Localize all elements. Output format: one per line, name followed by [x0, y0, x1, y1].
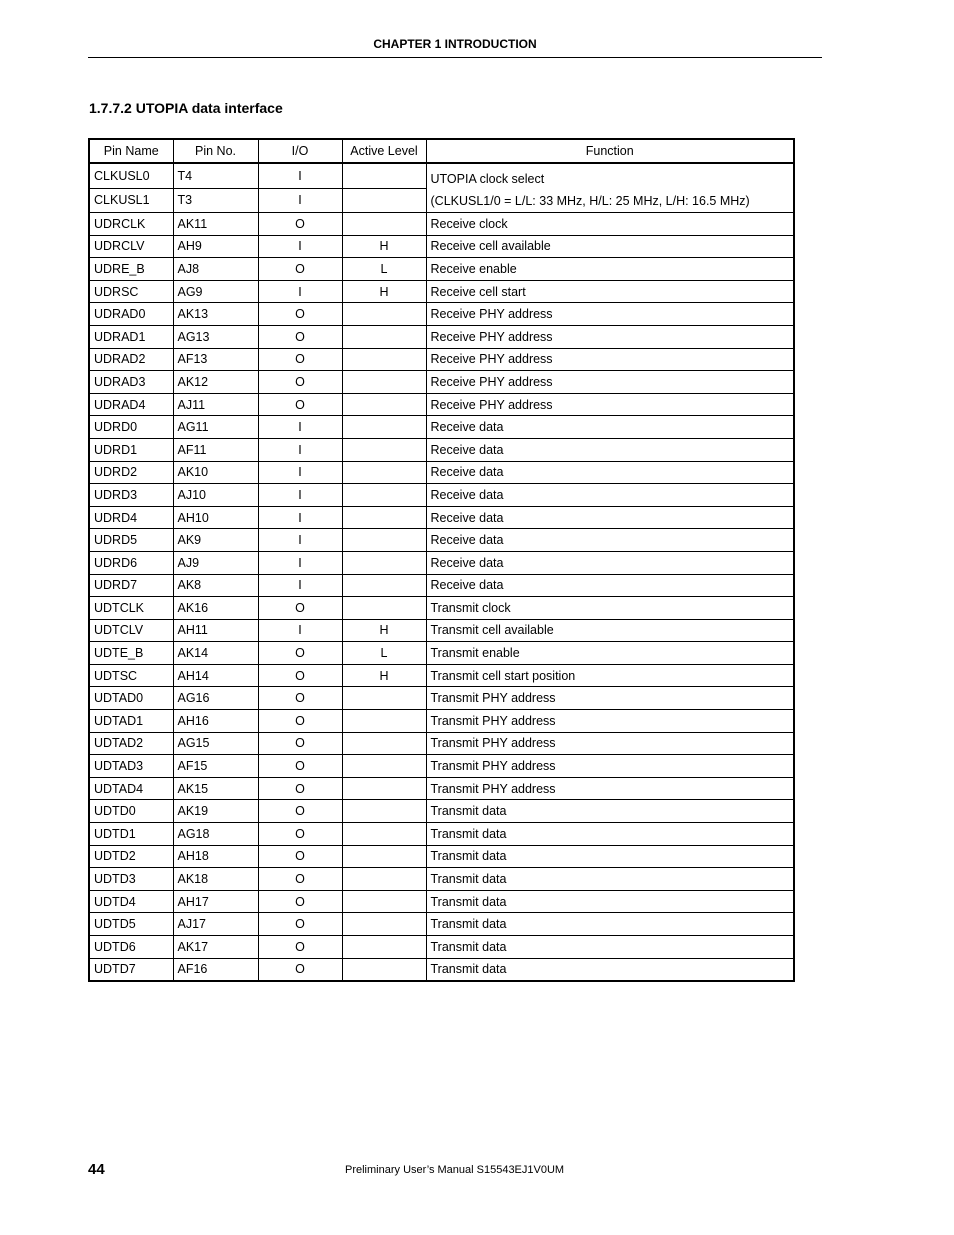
table-row [89, 755, 794, 778]
cell-pin-no: T4 [173, 163, 258, 188]
cell-pin-no: AK16 [173, 597, 258, 620]
cell-io: I [258, 551, 342, 574]
cell-active-level [342, 597, 426, 620]
cell-function: Transmit data [426, 868, 794, 891]
cell-function: Receive cell available [426, 235, 794, 258]
cell-function: Receive clock [426, 213, 794, 236]
cell-pin-no: AK13 [173, 303, 258, 326]
cell-pin-name: UDTSC [89, 664, 173, 687]
cell-pin-no: AG16 [173, 687, 258, 710]
cell-pin-no: AH14 [173, 664, 258, 687]
cell-pin-no: AK14 [173, 642, 258, 665]
cell-pin-name: UDTD6 [89, 936, 173, 959]
cell-active-level [342, 845, 426, 868]
cell-pin-name: UDRD2 [89, 461, 173, 484]
cell-function: Receive PHY address [426, 325, 794, 348]
cell-pin-name: UDTAD0 [89, 687, 173, 710]
cell-pin-name: UDRAD2 [89, 348, 173, 371]
cell-io: I [258, 235, 342, 258]
cell-active-level: L [342, 258, 426, 281]
cell-function: Receive data [426, 506, 794, 529]
cell-io: O [258, 755, 342, 778]
cell-io: O [258, 890, 342, 913]
table-row [89, 325, 794, 348]
cell-function: Transmit PHY address [426, 777, 794, 800]
cell-pin-no: AK8 [173, 574, 258, 597]
table-row [89, 597, 794, 620]
table-row [89, 619, 794, 642]
cell-pin-no: AH11 [173, 619, 258, 642]
cell-io: O [258, 371, 342, 394]
cell-active-level: H [342, 235, 426, 258]
cell-pin-no: AF15 [173, 755, 258, 778]
table-row [89, 574, 794, 597]
cell-pin-name: UDRAD4 [89, 393, 173, 416]
cell-active-level: H [342, 280, 426, 303]
cell-pin-name: UDTE_B [89, 642, 173, 665]
cell-active-level [342, 890, 426, 913]
cell-pin-name: UDTD1 [89, 823, 173, 846]
cell-pin-no: AH18 [173, 845, 258, 868]
cell-pin-no: AH10 [173, 506, 258, 529]
column-header-pin-no: Pin No. [173, 139, 258, 163]
cell-pin-no: AK18 [173, 868, 258, 891]
cell-active-level: H [342, 664, 426, 687]
table-row [89, 687, 794, 710]
cell-function: Transmit data [426, 936, 794, 959]
chapter-header: CHAPTER 1 INTRODUCTION [373, 37, 537, 51]
cell-io: O [258, 800, 342, 823]
cell-active-level [342, 574, 426, 597]
column-header-io: I/O [258, 139, 342, 163]
cell-function: Transmit data [426, 913, 794, 936]
cell-active-level [342, 710, 426, 733]
cell-function: Receive data [426, 484, 794, 507]
cell-pin-no: AG11 [173, 416, 258, 439]
cell-function: Transmit PHY address [426, 732, 794, 755]
cell-active-level [342, 800, 426, 823]
cell-io: O [258, 393, 342, 416]
cell-pin-no: AJ8 [173, 258, 258, 281]
table-row [89, 280, 794, 303]
cell-pin-no: AG18 [173, 823, 258, 846]
table-row [89, 258, 794, 281]
cell-pin-name: CLKUSL1 [89, 188, 173, 212]
header-divider [88, 57, 822, 58]
cell-pin-name: UDRE_B [89, 258, 173, 281]
cell-active-level [342, 732, 426, 755]
document-title: Preliminary User’s Manual S15543EJ1V0UM [345, 1164, 565, 1176]
cell-pin-name: UDTD2 [89, 845, 173, 868]
cell-pin-name: CLKUSL0 [89, 163, 173, 188]
cell-io: I [258, 163, 342, 188]
cell-io: O [258, 913, 342, 936]
cell-io: O [258, 958, 342, 981]
cell-pin-no: AJ17 [173, 913, 258, 936]
cell-active-level [342, 777, 426, 800]
cell-pin-no: AJ11 [173, 393, 258, 416]
column-header-pin-name: Pin Name [89, 139, 173, 163]
cell-function: Receive data [426, 461, 794, 484]
cell-pin-name: UDRCLK [89, 213, 173, 236]
cell-function: Receive enable [426, 258, 794, 281]
cell-pin-no: AK10 [173, 461, 258, 484]
table-body [89, 163, 794, 981]
cell-active-level [342, 551, 426, 574]
cell-active-level [342, 755, 426, 778]
cell-active-level: H [342, 619, 426, 642]
cell-io: O [258, 642, 342, 665]
cell-active-level [342, 348, 426, 371]
cell-io: O [258, 664, 342, 687]
cell-io: O [258, 845, 342, 868]
cell-pin-no: AH16 [173, 710, 258, 733]
cell-pin-no: AG9 [173, 280, 258, 303]
cell-pin-no: AH17 [173, 890, 258, 913]
cell-function: Transmit data [426, 845, 794, 868]
cell-pin-name: UDRD7 [89, 574, 173, 597]
cell-function: Receive data [426, 416, 794, 439]
table-row [89, 163, 794, 188]
cell-pin-no: AG15 [173, 732, 258, 755]
cell-pin-no: AJ10 [173, 484, 258, 507]
column-header-function: Function [426, 139, 794, 163]
table-row [89, 235, 794, 258]
cell-io: I [258, 280, 342, 303]
cell-io: O [258, 213, 342, 236]
cell-active-level: L [342, 642, 426, 665]
table-row [89, 484, 794, 507]
table-row [89, 213, 794, 236]
table-row [89, 438, 794, 461]
cell-pin-name: UDTD0 [89, 800, 173, 823]
cell-active-level [342, 371, 426, 394]
cell-io: O [258, 348, 342, 371]
cell-function: Receive data [426, 438, 794, 461]
cell-io: O [258, 710, 342, 733]
table-row [89, 393, 794, 416]
cell-active-level [342, 913, 426, 936]
cell-io: O [258, 936, 342, 959]
cell-pin-name: UDTCLK [89, 597, 173, 620]
cell-pin-no: AF11 [173, 438, 258, 461]
cell-function: Receive data [426, 529, 794, 552]
table-row [89, 461, 794, 484]
cell-function: Transmit enable [426, 642, 794, 665]
cell-io: O [258, 303, 342, 326]
cell-pin-name: UDTD7 [89, 958, 173, 981]
cell-function: Transmit data [426, 890, 794, 913]
cell-function: Receive data [426, 551, 794, 574]
cell-pin-name: UDRD1 [89, 438, 173, 461]
table-row [89, 551, 794, 574]
cell-io: O [258, 777, 342, 800]
cell-active-level [342, 958, 426, 981]
cell-io: O [258, 597, 342, 620]
section-title: 1.7.7.2 UTOPIA data interface [89, 100, 283, 116]
cell-active-level [342, 393, 426, 416]
cell-pin-no: AK11 [173, 213, 258, 236]
cell-active-level [342, 868, 426, 891]
cell-pin-no: AK9 [173, 529, 258, 552]
cell-active-level [342, 416, 426, 439]
cell-io: I [258, 484, 342, 507]
cell-io: O [258, 823, 342, 846]
cell-active-level [342, 461, 426, 484]
cell-io: I [258, 529, 342, 552]
cell-active-level [342, 163, 426, 188]
table-row [89, 642, 794, 665]
cell-io: I [258, 416, 342, 439]
table-row [89, 823, 794, 846]
cell-active-level [342, 438, 426, 461]
cell-function: Receive data [426, 574, 794, 597]
table-row [89, 913, 794, 936]
cell-active-level [342, 188, 426, 212]
cell-io: O [258, 325, 342, 348]
cell-pin-name: UDRAD3 [89, 371, 173, 394]
cell-function: Transmit data [426, 800, 794, 823]
cell-io: O [258, 732, 342, 755]
cell-pin-name: UDTCLV [89, 619, 173, 642]
cell-active-level [342, 936, 426, 959]
table-row [89, 416, 794, 439]
cell-pin-name: UDTD5 [89, 913, 173, 936]
cell-pin-name: UDTAD4 [89, 777, 173, 800]
table-row [89, 371, 794, 394]
cell-function: Receive PHY address [426, 371, 794, 394]
cell-active-level [342, 484, 426, 507]
cell-pin-name: UDRD6 [89, 551, 173, 574]
table-row [89, 529, 794, 552]
cell-pin-name: UDTD3 [89, 868, 173, 891]
table-row [89, 868, 794, 891]
column-header-active-level: Active Level [342, 139, 426, 163]
table-row [89, 303, 794, 326]
cell-active-level [342, 529, 426, 552]
cell-function: Transmit clock [426, 597, 794, 620]
cell-pin-name: UDRCLV [89, 235, 173, 258]
cell-function: Transmit data [426, 823, 794, 846]
cell-active-level [342, 823, 426, 846]
cell-pin-name: UDRD3 [89, 484, 173, 507]
cell-function: Receive cell start [426, 280, 794, 303]
cell-pin-no: AF13 [173, 348, 258, 371]
cell-io: I [258, 619, 342, 642]
table-row [89, 958, 794, 981]
cell-pin-no: AJ9 [173, 551, 258, 574]
table-row [89, 936, 794, 959]
cell-function: Receive PHY address [426, 393, 794, 416]
table-row [89, 845, 794, 868]
cell-function: Transmit data [426, 958, 794, 981]
table-header-row [89, 139, 794, 163]
cell-io: O [258, 868, 342, 891]
table-row [89, 890, 794, 913]
cell-pin-name: UDTAD2 [89, 732, 173, 755]
table-row [89, 732, 794, 755]
cell-active-level [342, 506, 426, 529]
table-row [89, 710, 794, 733]
table-row [89, 506, 794, 529]
cell-io: I [258, 574, 342, 597]
cell-pin-no: AK12 [173, 371, 258, 394]
cell-pin-name: UDRSC [89, 280, 173, 303]
cell-pin-no: AG13 [173, 325, 258, 348]
page-number: 44 [88, 1161, 105, 1178]
cell-io: I [258, 506, 342, 529]
cell-pin-name: UDTAD3 [89, 755, 173, 778]
cell-function: Transmit PHY address [426, 687, 794, 710]
cell-io: O [258, 258, 342, 281]
cell-io: I [258, 438, 342, 461]
cell-active-level [342, 213, 426, 236]
cell-function: Transmit PHY address [426, 710, 794, 733]
cell-pin-no: T3 [173, 188, 258, 212]
cell-pin-no: AK19 [173, 800, 258, 823]
cell-pin-name: UDTAD1 [89, 710, 173, 733]
table-row [89, 348, 794, 371]
cell-io: I [258, 461, 342, 484]
cell-pin-no: AK17 [173, 936, 258, 959]
cell-pin-no: AH9 [173, 235, 258, 258]
cell-pin-name: UDRD4 [89, 506, 173, 529]
cell-function: Transmit cell start position [426, 664, 794, 687]
cell-function: Transmit cell available [426, 619, 794, 642]
cell-active-level [342, 687, 426, 710]
cell-pin-name: UDRD5 [89, 529, 173, 552]
cell-pin-name: UDTD4 [89, 890, 173, 913]
cell-io: I [258, 188, 342, 212]
cell-io: O [258, 687, 342, 710]
cell-pin-no: AK15 [173, 777, 258, 800]
cell-function: Transmit PHY address [426, 755, 794, 778]
cell-active-level [342, 303, 426, 326]
cell-active-level [342, 325, 426, 348]
pin-table [88, 138, 795, 982]
cell-pin-no: AF16 [173, 958, 258, 981]
cell-pin-name: UDRD0 [89, 416, 173, 439]
table-row [89, 800, 794, 823]
cell-pin-name: UDRAD0 [89, 303, 173, 326]
cell-function: Receive PHY address [426, 303, 794, 326]
cell-function: UTOPIA clock select (CLKUSL1/0 = L/L: 33 MHz, H/L: 25 MHz, L/H: 16.5 MHz) [426, 163, 794, 213]
cell-pin-name: UDRAD1 [89, 325, 173, 348]
table-row [89, 777, 794, 800]
cell-function: Receive PHY address [426, 348, 794, 371]
table-row [89, 664, 794, 687]
